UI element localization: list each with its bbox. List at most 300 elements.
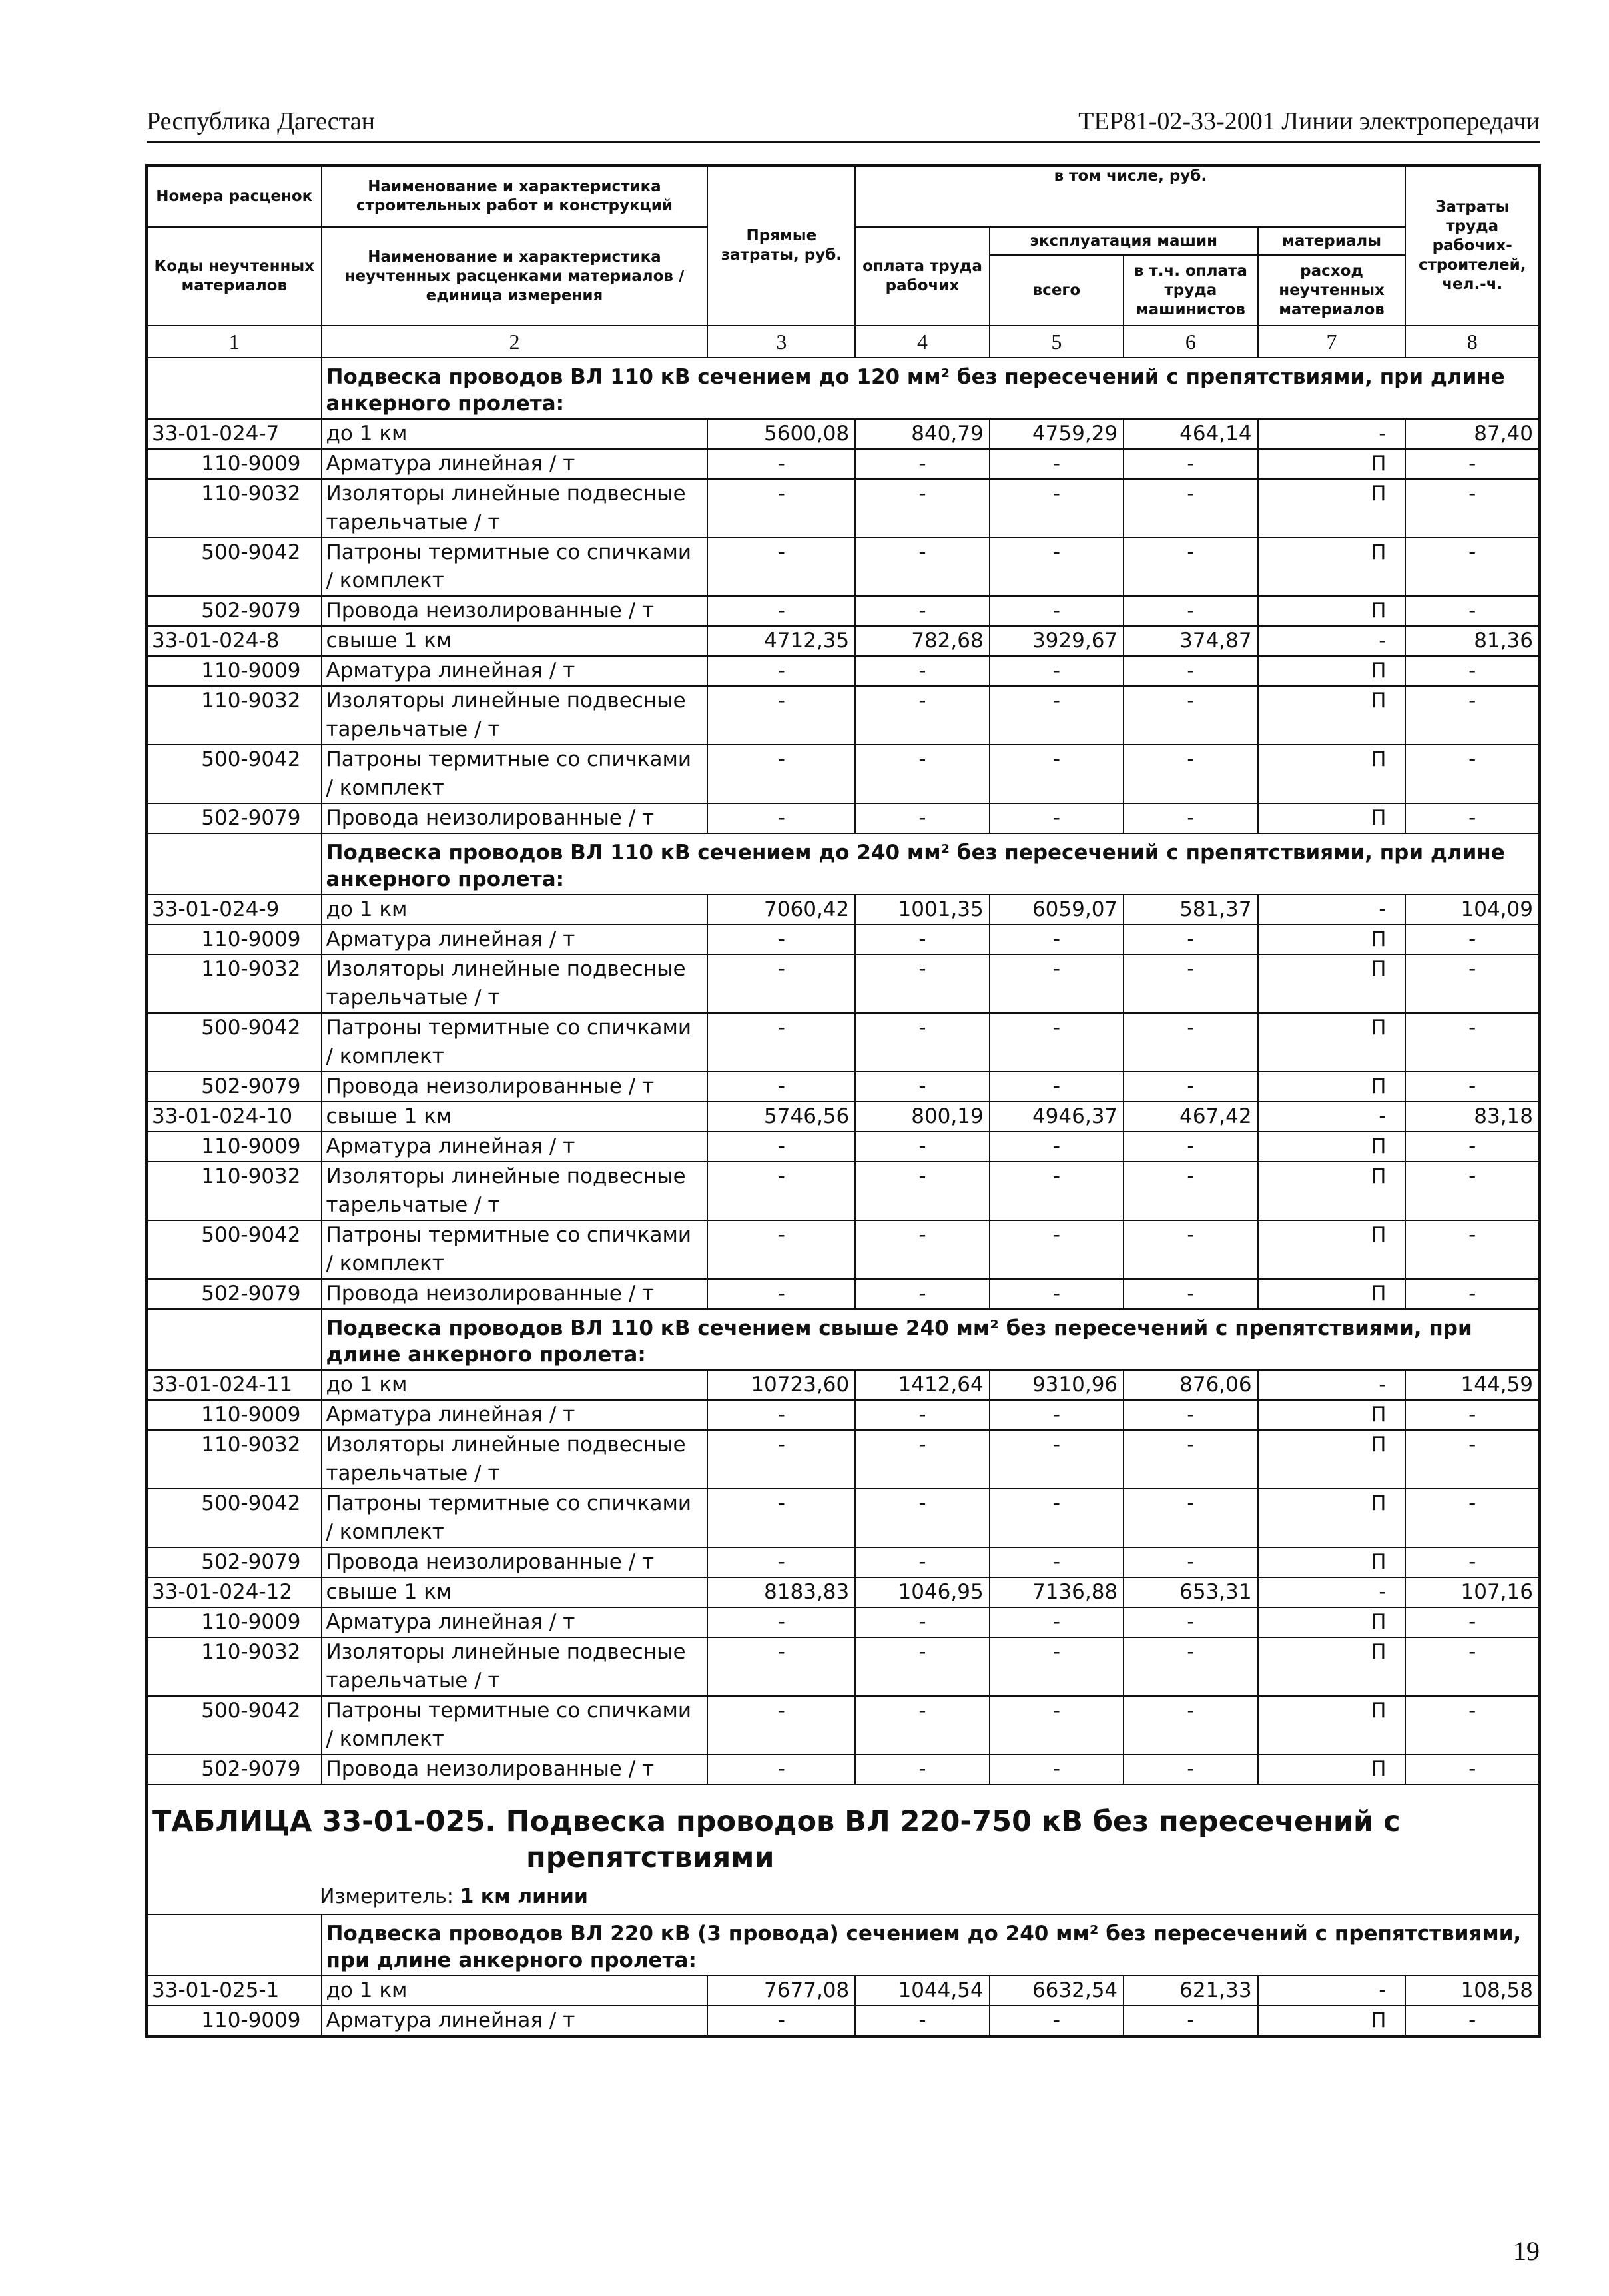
- rate-row: [147, 626, 1540, 656]
- empty-value: -: [855, 1279, 989, 1309]
- empty-value: -: [707, 656, 855, 686]
- material-code: 502-9079: [147, 596, 322, 626]
- rate-name: свыше 1 км: [322, 1577, 708, 1607]
- empty-value: -: [1124, 1400, 1257, 1430]
- material-flag: П: [1258, 1607, 1406, 1637]
- material-name: Патроны термитные со спичками / комплект: [322, 745, 708, 803]
- empty-value: -: [990, 1489, 1124, 1547]
- operator-pay: 621,33: [1124, 1976, 1257, 2006]
- empty-value: -: [990, 1547, 1124, 1577]
- material-row: [147, 925, 1540, 955]
- material-flag: П: [1258, 1132, 1406, 1162]
- material-code: 110-9009: [147, 656, 322, 686]
- table-title: [147, 1784, 1540, 1876]
- empty-value: -: [707, 1400, 855, 1430]
- empty-value: -: [855, 1489, 989, 1547]
- material-code: 110-9009: [147, 1607, 322, 1637]
- empty-value: -: [1405, 1430, 1540, 1489]
- empty-value: -: [855, 686, 989, 745]
- empty-value: -: [1405, 1637, 1540, 1696]
- empty-value: -: [855, 1400, 989, 1430]
- material-row: [147, 1754, 1540, 1784]
- rate-row: [147, 1370, 1540, 1400]
- empty-value: -: [707, 538, 855, 596]
- section-row: [147, 833, 1540, 895]
- material-name: Провода неизолированные / т: [322, 1072, 708, 1102]
- empty-value: -: [990, 686, 1124, 745]
- empty-value: -: [1405, 1696, 1540, 1754]
- operator-pay: 581,37: [1124, 895, 1257, 925]
- labor-hours: 104,09: [1405, 895, 1540, 925]
- empty-value: -: [990, 1754, 1124, 1784]
- material-flag: П: [1258, 1547, 1406, 1577]
- empty-value: -: [707, 1754, 855, 1784]
- empty-value: -: [1124, 1607, 1257, 1637]
- empty-value: -: [1124, 925, 1257, 955]
- machines-total: 7136,88: [990, 1577, 1124, 1607]
- rate-name: до 1 км: [322, 895, 708, 925]
- header-materials: материалы: [1258, 227, 1406, 255]
- material-name: Патроны термитные со спичками / комплект: [322, 1696, 708, 1754]
- table-title-row: [147, 1784, 1540, 1876]
- empty-value: -: [707, 449, 855, 479]
- header-material-names: Наименование и характеристика неучтенных расценками материалов / единица измерения: [322, 227, 708, 326]
- section-row: [147, 1309, 1540, 1370]
- machines-total: 4946,37: [990, 1102, 1124, 1132]
- rate-code: 33-01-024-8: [147, 626, 322, 656]
- empty-value: -: [1124, 1162, 1257, 1220]
- empty-value: -: [1405, 1132, 1540, 1162]
- rates-table-wrapper: [145, 164, 1541, 2038]
- material-row: [147, 538, 1540, 596]
- empty-value: -: [855, 1162, 989, 1220]
- material-flag: П: [1258, 925, 1406, 955]
- rate-name: до 1 км: [322, 1370, 708, 1400]
- column-number: 2: [322, 326, 708, 358]
- page-number: 19: [1513, 2236, 1540, 2266]
- header-including: в том числе, руб.: [855, 165, 1405, 227]
- worker-pay: 1044,54: [855, 1976, 989, 2006]
- section-row: [147, 1914, 1540, 1976]
- empty-value: -: [707, 1072, 855, 1102]
- material-row: [147, 1430, 1540, 1489]
- rate-name: свыше 1 км: [322, 626, 708, 656]
- material-row: [147, 1013, 1540, 1072]
- empty-value: -: [990, 1637, 1124, 1696]
- empty-value: -: [855, 1547, 989, 1577]
- material-name: Изоляторы линейные подвесные тарельчатые / т: [322, 1162, 708, 1220]
- material-code: 500-9042: [147, 538, 322, 596]
- material-name: Патроны термитные со спичками / комплект: [322, 1489, 708, 1547]
- worker-pay: 1001,35: [855, 895, 989, 925]
- worker-pay: 782,68: [855, 626, 989, 656]
- material-code: 500-9042: [147, 1696, 322, 1754]
- unaccounted-materials: -: [1258, 1577, 1406, 1607]
- labor-hours: 87,40: [1405, 419, 1540, 449]
- section-row: [147, 358, 1540, 419]
- empty-value: -: [1124, 596, 1257, 626]
- measure-row: [147, 1876, 1540, 1914]
- empty-value: -: [1124, 1547, 1257, 1577]
- empty-value: -: [1405, 1162, 1540, 1220]
- empty-value: -: [707, 479, 855, 538]
- unaccounted-materials: -: [1258, 626, 1406, 656]
- empty-value: -: [1405, 2006, 1540, 2036]
- material-flag: П: [1258, 803, 1406, 833]
- material-row: [147, 1607, 1540, 1637]
- rates-table: [145, 164, 1541, 2038]
- empty-value: -: [855, 2006, 989, 2036]
- operator-pay: 464,14: [1124, 419, 1257, 449]
- column-number: 1: [147, 326, 322, 358]
- rate-code: 33-01-024-12: [147, 1577, 322, 1607]
- empty-value: -: [990, 1400, 1124, 1430]
- rate-row: [147, 895, 1540, 925]
- header-rate-numbers: Номера расценок: [147, 165, 322, 227]
- material-name: Арматура линейная / т: [322, 449, 708, 479]
- material-row: [147, 656, 1540, 686]
- material-code: 110-9032: [147, 1637, 322, 1696]
- empty-value: -: [855, 1754, 989, 1784]
- empty-value: -: [1405, 955, 1540, 1013]
- header-document-code: ТЕР81-02-33-2001 Линии электропередачи: [1078, 107, 1540, 135]
- header-machines-total: всего: [990, 255, 1124, 326]
- empty-value: -: [1124, 2006, 1257, 2036]
- operator-pay: 374,87: [1124, 626, 1257, 656]
- empty-value: -: [990, 955, 1124, 1013]
- material-name: Провода неизолированные / т: [322, 803, 708, 833]
- section-title: Подвеска проводов ВЛ 110 кВ сечением до 120 мм² без пересечений с препятствиями, при длине анкерного пролета:: [322, 358, 1540, 419]
- material-flag: П: [1258, 1220, 1406, 1279]
- unaccounted-materials: -: [1258, 419, 1406, 449]
- empty-value: -: [707, 1607, 855, 1637]
- empty-value: -: [990, 1132, 1124, 1162]
- rate-row: [147, 1976, 1540, 2006]
- empty-value: -: [855, 449, 989, 479]
- worker-pay: 800,19: [855, 1102, 989, 1132]
- empty-value: -: [1124, 1072, 1257, 1102]
- machines-total: 6059,07: [990, 895, 1124, 925]
- empty-value: -: [707, 1013, 855, 1072]
- material-flag: П: [1258, 538, 1406, 596]
- material-flag: П: [1258, 449, 1406, 479]
- header-work-name: Наименование и характеристика строительных работ и конструкций: [322, 165, 708, 227]
- worker-pay: 1412,64: [855, 1370, 989, 1400]
- empty-value: -: [1124, 1754, 1257, 1784]
- empty-value: -: [1124, 1013, 1257, 1072]
- material-code: 502-9079: [147, 1754, 322, 1784]
- empty-value: -: [707, 1162, 855, 1220]
- empty-value: -: [1124, 803, 1257, 833]
- empty-value: -: [990, 1279, 1124, 1309]
- material-flag: П: [1258, 1162, 1406, 1220]
- material-code: 110-9009: [147, 925, 322, 955]
- material-code: 500-9042: [147, 1013, 322, 1072]
- material-name: Провода неизолированные / т: [322, 1279, 708, 1309]
- column-number: 6: [1124, 326, 1257, 358]
- material-name: Арматура линейная / т: [322, 1607, 708, 1637]
- machines-total: 6632,54: [990, 1976, 1124, 2006]
- header-region: Республика Дагестан: [147, 107, 375, 135]
- empty-value: -: [707, 1547, 855, 1577]
- empty-value: -: [855, 596, 989, 626]
- machines-total: 9310,96: [990, 1370, 1124, 1400]
- material-flag: П: [1258, 1754, 1406, 1784]
- empty-value: -: [990, 803, 1124, 833]
- material-flag: П: [1258, 1430, 1406, 1489]
- measure-cell: [147, 1876, 1540, 1914]
- empty-value: -: [855, 1696, 989, 1754]
- empty-value: -: [1124, 745, 1257, 803]
- empty-value: -: [855, 1132, 989, 1162]
- header-rule: [147, 141, 1540, 143]
- section-title: Подвеска проводов ВЛ 110 кВ сечением свыше 240 мм² без пересечений с препятствиями, при длине анкерного пролета:: [322, 1309, 1540, 1370]
- table-title-line1: ТАБЛИЦА 33-01-025. Подвеска проводов ВЛ 220-750 кВ без пересечений с: [152, 1805, 1401, 1838]
- material-row: [147, 1132, 1540, 1162]
- labor-hours: 107,16: [1405, 1577, 1540, 1607]
- empty-value: -: [1405, 1279, 1540, 1309]
- empty-value: -: [855, 1637, 989, 1696]
- material-row: [147, 596, 1540, 626]
- material-row: [147, 1400, 1540, 1430]
- material-flag: П: [1258, 596, 1406, 626]
- material-flag: П: [1258, 1489, 1406, 1547]
- empty-value: -: [990, 745, 1124, 803]
- unaccounted-materials: -: [1258, 1102, 1406, 1132]
- material-flag: П: [1258, 686, 1406, 745]
- empty-value: -: [990, 449, 1124, 479]
- empty-value: -: [1405, 1607, 1540, 1637]
- rate-code: 33-01-024-7: [147, 419, 322, 449]
- direct-costs: 10723,60: [707, 1370, 855, 1400]
- empty-value: -: [1405, 596, 1540, 626]
- material-name: Изоляторы линейные подвесные тарельчатые / т: [322, 479, 708, 538]
- empty-value: -: [1405, 686, 1540, 745]
- direct-costs: 5600,08: [707, 419, 855, 449]
- material-code: 500-9042: [147, 745, 322, 803]
- material-code: 502-9079: [147, 1547, 322, 1577]
- rate-row: [147, 1102, 1540, 1132]
- empty-value: -: [1405, 1400, 1540, 1430]
- empty-value: -: [707, 596, 855, 626]
- machines-total: 3929,67: [990, 626, 1124, 656]
- material-row: [147, 803, 1540, 833]
- machines-total: 4759,29: [990, 419, 1124, 449]
- column-number: 5: [990, 326, 1124, 358]
- empty-value: -: [1405, 479, 1540, 538]
- material-code: 110-9009: [147, 2006, 322, 2036]
- empty-value: -: [990, 1696, 1124, 1754]
- empty-value: -: [1124, 1696, 1257, 1754]
- empty-value: -: [1405, 1072, 1540, 1102]
- material-code: 110-9032: [147, 479, 322, 538]
- empty-value: -: [855, 1430, 989, 1489]
- empty-value: -: [855, 925, 989, 955]
- unaccounted-materials: -: [1258, 895, 1406, 925]
- material-row: [147, 1696, 1540, 1754]
- empty-value: -: [990, 1013, 1124, 1072]
- unaccounted-materials: -: [1258, 1370, 1406, 1400]
- material-code: 110-9032: [147, 686, 322, 745]
- operator-pay: 653,31: [1124, 1577, 1257, 1607]
- empty-value: -: [990, 538, 1124, 596]
- material-flag: П: [1258, 1637, 1406, 1696]
- empty-value: -: [707, 1637, 855, 1696]
- material-flag: П: [1258, 1279, 1406, 1309]
- section-title: Подвеска проводов ВЛ 220 кВ (3 провода) сечением до 240 мм² без пересечений с препятствиями, при длине анкерного пролета:: [322, 1914, 1540, 1976]
- empty-value: -: [707, 1696, 855, 1754]
- empty-value: -: [990, 656, 1124, 686]
- empty-value: -: [855, 1607, 989, 1637]
- material-row: [147, 1637, 1540, 1696]
- material-code: 110-9032: [147, 955, 322, 1013]
- empty-value: -: [707, 686, 855, 745]
- material-code: 502-9079: [147, 1072, 322, 1102]
- section-empty-cell: [147, 358, 322, 419]
- direct-costs: 8183,83: [707, 1577, 855, 1607]
- material-code: 110-9009: [147, 1132, 322, 1162]
- material-row: [147, 1162, 1540, 1220]
- operator-pay: 467,42: [1124, 1102, 1257, 1132]
- material-name: Патроны термитные со спичками / комплект: [322, 1013, 708, 1072]
- material-name: Арматура линейная / т: [322, 1400, 708, 1430]
- direct-costs: 7060,42: [707, 895, 855, 925]
- material-flag: П: [1258, 745, 1406, 803]
- empty-value: -: [1124, 955, 1257, 1013]
- labor-hours: 81,36: [1405, 626, 1540, 656]
- empty-value: -: [1405, 745, 1540, 803]
- rate-name: до 1 км: [322, 1976, 708, 2006]
- rate-name: свыше 1 км: [322, 1102, 708, 1132]
- material-name: Патроны термитные со спичками / комплект: [322, 1220, 708, 1279]
- labor-hours: 108,58: [1405, 1976, 1540, 2006]
- material-name: Провода неизолированные / т: [322, 1754, 708, 1784]
- worker-pay: 1046,95: [855, 1577, 989, 1607]
- material-row: [147, 479, 1540, 538]
- table-title-line2: препятствиями: [526, 1841, 775, 1874]
- rate-row: [147, 419, 1540, 449]
- material-row: [147, 1279, 1540, 1309]
- empty-value: -: [1405, 656, 1540, 686]
- table-body: [147, 358, 1540, 1784]
- empty-value: -: [1124, 686, 1257, 745]
- header-row-1: [147, 165, 1540, 227]
- empty-value: -: [707, 1489, 855, 1547]
- empty-value: -: [1124, 1489, 1257, 1547]
- empty-value: -: [990, 1607, 1124, 1637]
- rate-row: [147, 1577, 1540, 1607]
- header-worker-pay: оплата труда рабочих: [855, 227, 989, 326]
- empty-value: -: [990, 1072, 1124, 1102]
- material-flag: П: [1258, 1072, 1406, 1102]
- empty-value: -: [1405, 538, 1540, 596]
- measure-value: 1 км линии: [460, 1885, 588, 1908]
- empty-value: -: [855, 1072, 989, 1102]
- rate-code: 33-01-024-11: [147, 1370, 322, 1400]
- rate-code: 33-01-024-9: [147, 895, 322, 925]
- material-name: Арматура линейная / т: [322, 2006, 708, 2036]
- empty-value: -: [1124, 538, 1257, 596]
- material-row: [147, 1220, 1540, 1279]
- material-row: [147, 745, 1540, 803]
- material-name: Арматура линейная / т: [322, 656, 708, 686]
- material-row: [147, 449, 1540, 479]
- table-body-second: [147, 1914, 1540, 2036]
- empty-value: -: [855, 803, 989, 833]
- column-number: 3: [707, 326, 855, 358]
- empty-value: -: [1124, 479, 1257, 538]
- empty-value: -: [855, 955, 989, 1013]
- empty-value: -: [707, 2006, 855, 2036]
- section-title: Подвеска проводов ВЛ 110 кВ сечением до 240 мм² без пересечений с препятствиями, при длине анкерного пролета:: [322, 833, 1540, 895]
- empty-value: -: [855, 656, 989, 686]
- material-name: Изоляторы линейные подвесные тарельчатые / т: [322, 1430, 708, 1489]
- rate-code: 33-01-024-10: [147, 1102, 322, 1132]
- material-name: Изоляторы линейные подвесные тарельчатые / т: [322, 1637, 708, 1696]
- material-flag: П: [1258, 955, 1406, 1013]
- material-code: 110-9032: [147, 1162, 322, 1220]
- empty-value: -: [1405, 1489, 1540, 1547]
- empty-value: -: [990, 1430, 1124, 1489]
- material-row: [147, 2006, 1540, 2036]
- material-row: [147, 686, 1540, 745]
- material-flag: П: [1258, 1013, 1406, 1072]
- material-code: 502-9079: [147, 1279, 322, 1309]
- material-name: Провода неизолированные / т: [322, 1547, 708, 1577]
- material-code: 500-9042: [147, 1220, 322, 1279]
- empty-value: -: [707, 1430, 855, 1489]
- header-material-codes: Коды неучтенных материалов: [147, 227, 322, 326]
- material-code: 110-9009: [147, 1400, 322, 1430]
- material-row: [147, 1489, 1540, 1547]
- material-flag: П: [1258, 1696, 1406, 1754]
- material-flag: П: [1258, 656, 1406, 686]
- labor-hours: 144,59: [1405, 1370, 1540, 1400]
- empty-value: -: [1124, 1637, 1257, 1696]
- empty-value: -: [990, 596, 1124, 626]
- material-name: Арматура линейная / т: [322, 925, 708, 955]
- material-row: [147, 955, 1540, 1013]
- empty-value: -: [1405, 449, 1540, 479]
- material-flag: П: [1258, 1400, 1406, 1430]
- header-labor-hours: Затраты труда рабочих-строителей, чел.-ч.: [1405, 165, 1540, 326]
- empty-value: -: [990, 479, 1124, 538]
- worker-pay: 840,79: [855, 419, 989, 449]
- material-name: Изоляторы линейные подвесные тарельчатые / т: [322, 955, 708, 1013]
- material-flag: П: [1258, 479, 1406, 538]
- material-flag: П: [1258, 2006, 1406, 2036]
- header-machine-operation: эксплуатация машин: [990, 227, 1258, 255]
- direct-costs: 7677,08: [707, 1976, 855, 2006]
- material-name: Изоляторы линейные подвесные тарельчатые / т: [322, 686, 708, 745]
- empty-value: -: [707, 955, 855, 1013]
- empty-value: -: [990, 1220, 1124, 1279]
- material-code: 502-9079: [147, 803, 322, 833]
- empty-value: -: [1405, 925, 1540, 955]
- material-row: [147, 1547, 1540, 1577]
- header-direct-costs: Прямые затраты, руб.: [707, 165, 855, 326]
- empty-value: -: [1405, 1220, 1540, 1279]
- column-number: 7: [1258, 326, 1406, 358]
- empty-value: -: [1405, 1754, 1540, 1784]
- rate-code: 33-01-025-1: [147, 1976, 322, 2006]
- empty-value: -: [1124, 449, 1257, 479]
- measure-label: Измеритель:: [320, 1885, 454, 1908]
- empty-value: -: [855, 745, 989, 803]
- empty-value: -: [707, 745, 855, 803]
- empty-value: -: [990, 925, 1124, 955]
- empty-value: -: [855, 1013, 989, 1072]
